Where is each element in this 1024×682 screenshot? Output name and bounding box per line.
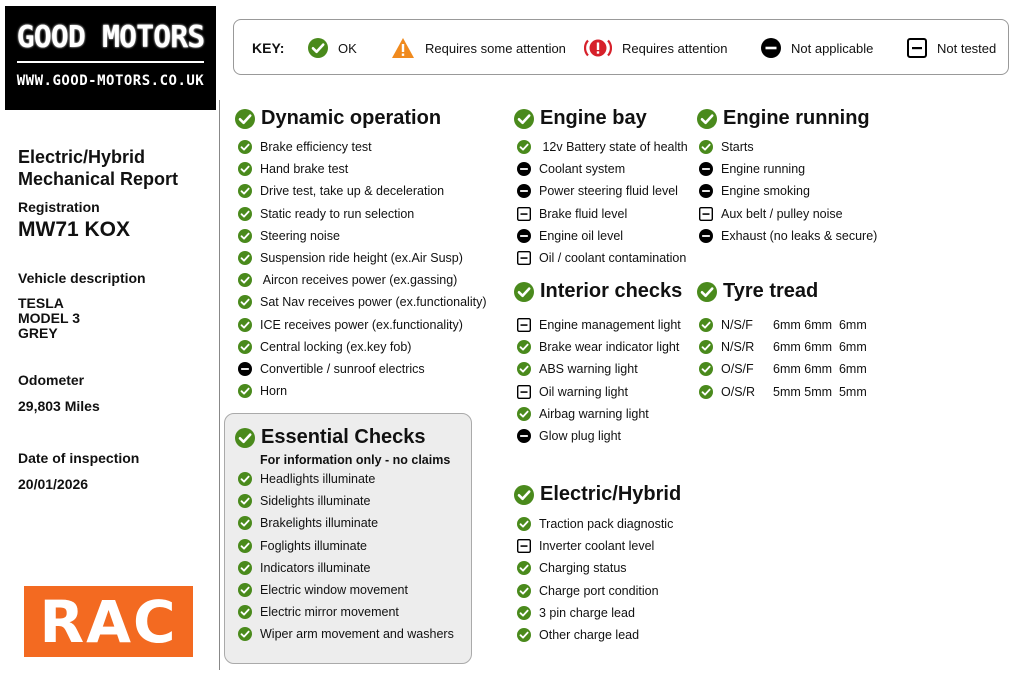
check-item bbox=[238, 623, 454, 645]
ok-check-icon bbox=[517, 362, 531, 376]
tyre-tread-list bbox=[699, 314, 867, 403]
check-item bbox=[238, 158, 486, 180]
ok-check-icon bbox=[699, 340, 713, 354]
check-item-label: Aircon receives power (ex.gassing) bbox=[260, 273, 458, 288]
check-item-label: Sat Nav receives power (ex.functionality) bbox=[260, 295, 487, 310]
ok-check-icon bbox=[238, 162, 252, 176]
check-item-label: 12v Battery state of health bbox=[539, 140, 688, 155]
ok-check-icon bbox=[238, 340, 252, 354]
check-item-label: Wiper arm movement and washers bbox=[260, 627, 454, 642]
tyre-tread-values: 6mm 6mm 6mm bbox=[773, 362, 867, 377]
odometer-label: Odometer bbox=[18, 372, 85, 388]
essential-checks-list bbox=[238, 468, 454, 646]
check-item bbox=[238, 468, 454, 490]
check-item-label: Aux belt / pulley noise bbox=[721, 206, 843, 221]
check-item-label: Charging status bbox=[539, 561, 627, 576]
ok-check-icon bbox=[238, 273, 252, 287]
ok-check-icon bbox=[699, 318, 713, 332]
check-item bbox=[699, 180, 877, 202]
check-item bbox=[517, 513, 673, 535]
key-not-tested-label: Not tested bbox=[937, 40, 997, 56]
check-item-label: Starts bbox=[721, 140, 754, 155]
engine-running-heading bbox=[697, 107, 870, 130]
check-item-label: Inverter coolant level bbox=[539, 539, 655, 554]
key-not-tested bbox=[907, 20, 996, 76]
check-item bbox=[699, 158, 877, 180]
check-item bbox=[517, 158, 688, 180]
ok-check-icon bbox=[514, 109, 534, 129]
logo-url: WWW.GOOD-MOTORS.CO.UK bbox=[16, 73, 205, 89]
not-tested-icon bbox=[517, 385, 531, 399]
status-key bbox=[233, 19, 1009, 75]
ok-check-icon bbox=[699, 140, 713, 154]
check-item-label: Coolant system bbox=[539, 162, 626, 177]
ok-check-icon bbox=[699, 385, 713, 399]
check-item bbox=[699, 225, 877, 247]
not-tested-icon bbox=[907, 38, 927, 58]
not-applicable-icon bbox=[699, 162, 713, 176]
registration-label: Registration bbox=[18, 199, 100, 215]
tyre-tread-values: 6mm 6mm 6mm bbox=[773, 340, 867, 355]
ok-check-icon bbox=[238, 472, 252, 486]
ok-check-icon bbox=[517, 561, 531, 575]
check-item-label: Hand brake test bbox=[260, 162, 349, 177]
not-tested-icon bbox=[517, 539, 531, 553]
ok-check-icon bbox=[517, 628, 531, 642]
tyre-position: O/S/R bbox=[721, 384, 756, 399]
engine-running-title: Engine running bbox=[723, 107, 870, 129]
vehicle-description-label: Vehicle description bbox=[18, 270, 146, 286]
not-applicable-icon bbox=[238, 362, 252, 376]
check-item bbox=[238, 535, 454, 557]
check-item bbox=[517, 358, 681, 380]
check-item-label: 3 pin charge lead bbox=[539, 605, 635, 620]
ok-check-icon bbox=[238, 539, 252, 553]
check-item-label: Foglights illuminate bbox=[260, 538, 367, 553]
check-item-label: Airbag warning light bbox=[539, 406, 649, 421]
check-item-label: ABS warning light bbox=[539, 362, 638, 377]
check-item-label: Oil / coolant contamination bbox=[539, 251, 687, 266]
check-item-label: Engine running bbox=[721, 162, 806, 177]
not-tested-icon bbox=[517, 251, 531, 265]
not-tested-icon bbox=[517, 318, 531, 332]
engine-bay-title: Engine bay bbox=[540, 107, 647, 129]
check-item bbox=[238, 247, 486, 269]
check-item bbox=[699, 381, 867, 403]
check-item-label: Other charge lead bbox=[539, 628, 640, 643]
check-item bbox=[238, 579, 454, 601]
engine-bay-heading bbox=[514, 107, 647, 130]
tyre-tread-values: 6mm 6mm 6mm bbox=[773, 318, 867, 333]
check-item bbox=[517, 580, 673, 602]
not-applicable-icon bbox=[699, 229, 713, 243]
rac-logo-text: RAC bbox=[39, 587, 178, 656]
inspection-date-value: 20/01/2026 bbox=[18, 476, 89, 492]
report-title-line1: Electric/Hybrid bbox=[18, 147, 146, 167]
inspection-date-label: Date of inspection bbox=[18, 450, 140, 466]
ok-check-icon bbox=[517, 140, 531, 154]
key-some-attention bbox=[391, 20, 566, 76]
vehicle-colour: GREY bbox=[18, 325, 58, 341]
check-item-label: Oil warning light bbox=[539, 384, 628, 399]
check-item-label: Steering noise bbox=[260, 228, 340, 243]
report-title bbox=[18, 146, 178, 190]
check-item bbox=[517, 247, 688, 269]
check-item bbox=[238, 358, 486, 380]
check-item-label: Central locking (ex.key fob) bbox=[260, 339, 412, 354]
check-item bbox=[517, 180, 688, 202]
check-item-label: Suspension ride height (ex.Air Susp) bbox=[260, 251, 463, 266]
sidebar-divider bbox=[219, 100, 220, 670]
check-item bbox=[238, 512, 454, 534]
check-item bbox=[517, 336, 681, 358]
tyre-position: N/S/F bbox=[721, 318, 753, 333]
check-item-label: Charge port condition bbox=[539, 583, 659, 598]
interior-checks-title: Interior checks bbox=[540, 280, 683, 302]
not-tested-icon bbox=[517, 207, 531, 221]
key-title-text: KEY: bbox=[252, 40, 285, 56]
odometer-value: 29,803 Miles bbox=[18, 398, 100, 414]
attention-alert-icon bbox=[584, 37, 612, 59]
ok-check-icon bbox=[699, 362, 713, 376]
check-item bbox=[699, 136, 877, 158]
interior-checks-heading bbox=[514, 280, 682, 303]
check-item-label: Brake wear indicator light bbox=[539, 340, 680, 355]
check-item-label: Sidelights illuminate bbox=[260, 494, 371, 509]
check-item-label: Drive test, take up & deceleration bbox=[260, 184, 445, 199]
ok-check-icon bbox=[238, 583, 252, 597]
not-applicable-icon bbox=[517, 429, 531, 443]
check-item bbox=[238, 380, 486, 402]
ok-check-icon bbox=[517, 584, 531, 598]
ok-check-icon bbox=[517, 407, 531, 421]
ok-check-icon bbox=[238, 318, 252, 332]
check-item-label: Engine management light bbox=[539, 318, 681, 333]
check-item bbox=[238, 557, 454, 579]
engine-running-list bbox=[699, 136, 877, 247]
not-applicable-icon bbox=[699, 184, 713, 198]
check-item bbox=[517, 535, 673, 557]
check-item bbox=[238, 180, 486, 202]
interior-checks-list bbox=[517, 314, 681, 447]
check-item-label: Indicators illuminate bbox=[260, 560, 371, 575]
vehicle-description bbox=[18, 296, 80, 341]
logo-title: GOOD MOTORS bbox=[16, 20, 205, 55]
check-item bbox=[238, 601, 454, 623]
essential-checks-subtitle: For information only - no claims bbox=[260, 453, 451, 467]
check-item-label: Convertible / sunroof electrics bbox=[260, 361, 425, 376]
not-tested-icon bbox=[699, 207, 713, 221]
tyre-tread-title: Tyre tread bbox=[723, 280, 819, 302]
check-item bbox=[238, 136, 486, 158]
key-not-applicable bbox=[761, 20, 873, 76]
ok-check-icon bbox=[238, 384, 252, 398]
check-item bbox=[517, 203, 688, 225]
ok-check-icon bbox=[308, 38, 328, 58]
ok-check-icon bbox=[238, 207, 252, 221]
dynamic-operation-heading bbox=[235, 107, 441, 130]
ok-check-icon bbox=[238, 295, 252, 309]
vehicle-make: TESLA bbox=[18, 295, 64, 311]
not-applicable-icon bbox=[761, 38, 781, 58]
essential-checks-title: Essential Checks bbox=[261, 426, 426, 448]
electric-hybrid-title: Electric/Hybrid bbox=[540, 483, 682, 505]
ok-check-icon bbox=[238, 516, 252, 530]
check-item bbox=[699, 314, 867, 336]
check-item-label: Glow plug light bbox=[539, 429, 621, 444]
vehicle-model: MODEL 3 bbox=[18, 310, 80, 326]
tyre-tread-heading bbox=[697, 280, 818, 303]
check-item bbox=[238, 225, 486, 247]
check-item bbox=[238, 291, 486, 313]
tyre-position: O/S/F bbox=[721, 362, 754, 377]
check-item bbox=[517, 557, 673, 579]
check-item-label: ICE receives power (ex.functionality) bbox=[260, 317, 463, 332]
check-item-label: Electric mirror movement bbox=[260, 605, 399, 620]
dynamic-operation-list bbox=[238, 136, 486, 402]
not-applicable-icon bbox=[517, 162, 531, 176]
key-not-applicable-label: Not applicable bbox=[791, 40, 874, 56]
check-item-label: Engine smoking bbox=[721, 184, 810, 199]
check-item bbox=[517, 314, 681, 336]
check-item-label: Electric window movement bbox=[260, 583, 408, 598]
not-applicable-icon bbox=[517, 184, 531, 198]
essential-checks-heading bbox=[235, 426, 426, 449]
key-attention bbox=[584, 20, 728, 76]
ok-check-icon bbox=[514, 282, 534, 302]
check-item bbox=[238, 336, 486, 358]
dynamic-operation-title: Dynamic operation bbox=[261, 107, 442, 129]
tyre-position: N/S/R bbox=[721, 340, 755, 355]
electric-hybrid-heading bbox=[514, 483, 681, 506]
ok-check-icon bbox=[238, 184, 252, 198]
rac-logo bbox=[24, 586, 193, 657]
ok-check-icon bbox=[235, 428, 255, 448]
check-item bbox=[517, 136, 688, 158]
registration-value: MW71 KOX bbox=[18, 218, 131, 241]
check-item bbox=[517, 425, 681, 447]
check-item bbox=[699, 336, 867, 358]
check-item-label: Power steering fluid level bbox=[539, 184, 678, 199]
ok-check-icon bbox=[238, 627, 252, 641]
not-applicable-icon bbox=[517, 229, 531, 243]
check-item bbox=[517, 381, 681, 403]
check-item-label: Exhaust (no leaks & secure) bbox=[721, 228, 878, 243]
ok-check-icon bbox=[238, 561, 252, 575]
engine-bay-list bbox=[517, 136, 688, 269]
check-item bbox=[517, 403, 681, 425]
check-item-label: Brake fluid level bbox=[539, 206, 628, 221]
ok-check-icon bbox=[514, 485, 534, 505]
check-item-label: Brakelights illuminate bbox=[260, 516, 379, 531]
check-item bbox=[517, 602, 673, 624]
check-item bbox=[517, 225, 688, 247]
ok-check-icon bbox=[235, 109, 255, 129]
tyre-tread-values: 5mm 5mm 5mm bbox=[773, 384, 867, 399]
check-item bbox=[238, 314, 486, 336]
ok-check-icon bbox=[517, 517, 531, 531]
check-item bbox=[517, 624, 673, 646]
check-item-label: Headlights illuminate bbox=[260, 472, 376, 487]
check-item-label: Traction pack diagnostic bbox=[539, 517, 674, 532]
check-item-label: Engine oil level bbox=[539, 228, 624, 243]
check-item bbox=[699, 203, 877, 225]
key-ok-label: OK bbox=[338, 40, 357, 56]
check-item-label: Static ready to run selection bbox=[260, 206, 415, 221]
logo-divider bbox=[17, 61, 204, 63]
key-ok bbox=[308, 20, 357, 76]
ok-check-icon bbox=[238, 140, 252, 154]
ok-check-icon bbox=[238, 229, 252, 243]
ok-check-icon bbox=[697, 109, 717, 129]
ok-check-icon bbox=[238, 494, 252, 508]
ok-check-icon bbox=[238, 251, 252, 265]
warning-triangle-icon bbox=[391, 37, 415, 59]
check-item-label: Brake efficiency test bbox=[260, 140, 372, 155]
key-some-attention-label: Requires some attention bbox=[425, 40, 566, 56]
check-item bbox=[238, 203, 486, 225]
good-motors-logo bbox=[5, 6, 216, 110]
ok-check-icon bbox=[238, 605, 252, 619]
key-title bbox=[252, 20, 284, 76]
electric-hybrid-list bbox=[517, 513, 673, 646]
key-attention-label: Requires attention bbox=[622, 40, 728, 56]
check-item bbox=[238, 490, 454, 512]
ok-check-icon bbox=[517, 340, 531, 354]
ok-check-icon bbox=[517, 606, 531, 620]
ok-check-icon bbox=[697, 282, 717, 302]
check-item bbox=[238, 269, 486, 291]
report-title-line2: Mechanical Report bbox=[18, 169, 179, 189]
check-item bbox=[699, 358, 867, 380]
check-item-label: Horn bbox=[260, 384, 288, 399]
